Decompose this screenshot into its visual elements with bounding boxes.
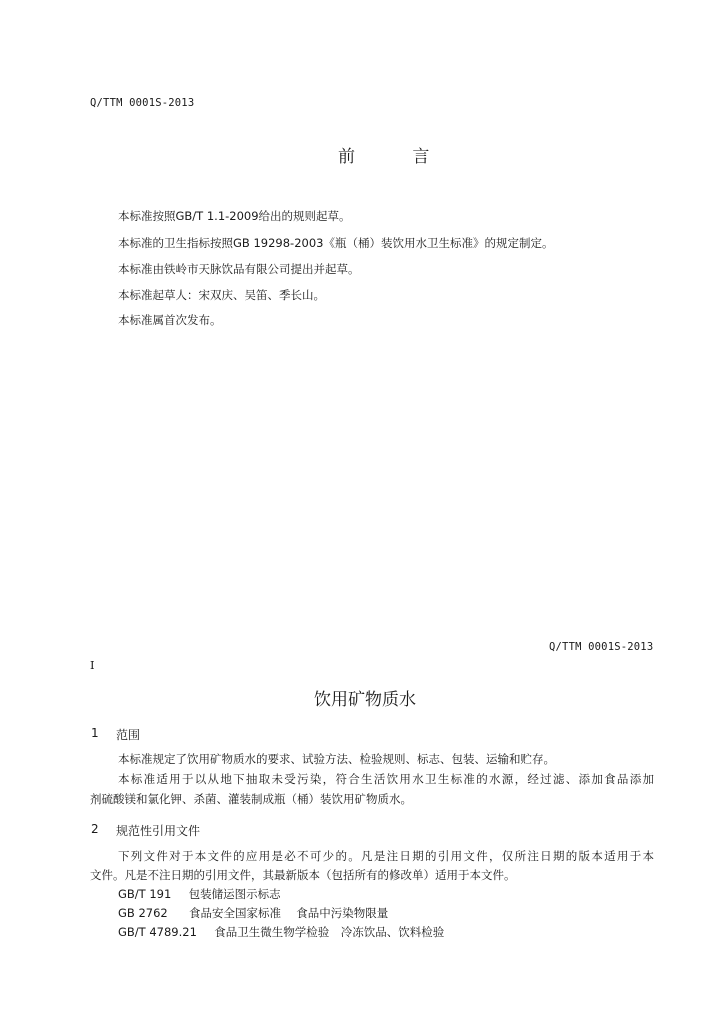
document-title: 饮用矿物质水 — [314, 690, 416, 710]
section-2-heading: 规范性引用文件 — [116, 824, 201, 838]
reference-code: GB/T 191 — [118, 887, 172, 901]
foreword-paragraph-3: 本标准由铁岭市天脉饮品有限公司提出并起草。 — [118, 262, 360, 276]
section-1-paragraph-2-line-2: 剂硫酸镁和氯化钾、杀菌、灌装制成瓶（桶）装饮用矿物质水。 — [90, 792, 412, 806]
section-1-number: 1 — [91, 726, 99, 740]
foreword-paragraph-1: 本标准按照GB/T 1.1-2009给出的规则起草。 — [118, 209, 351, 223]
section-1-paragraph-2-line-1: 本标准适用于以从地下抽取未受污染，符合生活饮用水卫生标准的水源，经过滤、添加食品添加 — [118, 772, 654, 786]
section-1-heading: 范围 — [116, 728, 141, 742]
foreword-paragraph-5: 本标准属首次发布。 — [118, 313, 222, 327]
page-header-standard-code: Q/TTM 0001S-2013 — [549, 641, 654, 653]
reference-item-1 — [118, 887, 281, 902]
foreword-paragraph-4: 本标准起草人：宋双庆、吴笛、季长山。 — [118, 288, 325, 302]
foreword-paragraph-2: 本标准的卫生指标按照GB 19298-2003《瓶（桶）装饮用水卫生标准》的规定制定。 — [118, 236, 554, 250]
reference-item-3 — [118, 925, 444, 940]
foreword-title: 前 言 — [338, 147, 456, 167]
section-2-paragraph-line-1: 下列文件对于本文件的应用是必不可少的。凡是注日期的引用文件，仅所注日期的版本适用于本 — [118, 849, 654, 863]
reference-code: GB 2762 — [118, 906, 168, 920]
reference-title: 包装储运图示标志 — [188, 887, 281, 901]
section-2-paragraph-line-2: 文件。凡是不注日期的引用文件，其最新版本（包括所有的修改单）适用于本文件。 — [90, 868, 516, 882]
header-standard-code: Q/TTM 0001S-2013 — [90, 97, 195, 109]
section-2-number: 2 — [91, 822, 99, 836]
page-number: I — [90, 658, 95, 672]
reference-title: 食品卫生微生物学检验 冷冻饮品、饮料检验 — [214, 925, 445, 939]
section-1-paragraph-1: 本标准规定了饮用矿物质水的要求、试验方法、检验规则、标志、包装、运输和贮存。 — [118, 752, 555, 766]
reference-code: GB/T 4789.21 — [118, 925, 197, 939]
reference-title: 食品安全国家标准 食品中污染物限量 — [189, 906, 389, 920]
reference-item-2 — [118, 906, 388, 921]
